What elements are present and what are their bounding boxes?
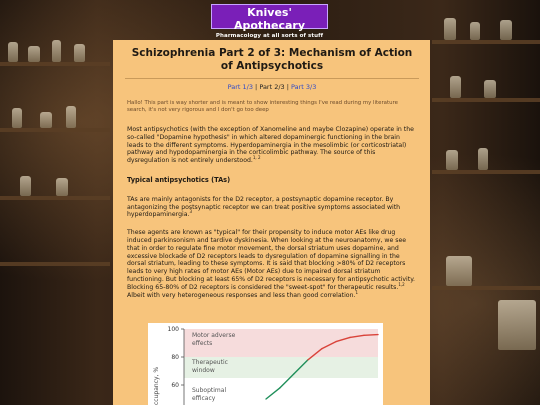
paragraph-dopamine-hypothesis [127, 126, 417, 165]
y-tick-label: 60 [171, 382, 179, 389]
citation-ref[interactable]: 1,2 [398, 281, 405, 287]
band-label: Motor adverse [192, 332, 236, 339]
paragraph-text: Most antipsychotics (with the exception of Xanomeline and maybe Clozapine) operate in the so-called "Dopamine hypothesis" in which altered dopaminergic functioning in the brain leads to the different symptoms. Hyperdopaminergia in the mesolimbic (or corticostriatal) pathway and hypodopaminergia in the corticolimbic pathway. The source of this dysregulation is not entirely understood. [127, 126, 414, 165]
y-tick-label: 80 [171, 354, 179, 361]
band-label: effects [192, 340, 213, 347]
band-label: efficacy [192, 395, 216, 402]
title-divider [125, 78, 419, 79]
occupancy-chart-svg [148, 323, 383, 405]
citation-ref[interactable]: 1 [355, 289, 359, 295]
current-part: Part 2/3 [259, 83, 285, 91]
citation-ref[interactable]: 3 [189, 209, 193, 215]
band-label: Suboptimal [192, 387, 227, 394]
part-separator: | [252, 83, 260, 91]
site-title[interactable]: Knives' Apothecary [233, 6, 306, 32]
citation-ref[interactable]: 1, 2 [252, 155, 261, 161]
y-axis-label: ccupancy, % [153, 366, 160, 405]
intro-note: Hallo! This part is way shorter and is meant to show interesting things I've read during my literature search, it's not very rigorous and I don't go too deep [127, 100, 398, 113]
paragraph-text: These agents are known as "typical" for their propensity to induce motor AEs like drug induced parkinsonism and tardive dyskinesia. When looking at the neuroanatomy, we see that in order to regulate fine motor movement, the dorsal striatum uses dopamine, and excessive blockade of D2 receptors leads to dysregulation of dopamine signalling in the dorsal striatum, leading to these symptoms. It is said that blocking >80% of D2 receptors leads to very high rates of motor AEs (Motor AEs) due to impaired dorsal striatum functioning. But blocking at least 65% of D2 receptors is necessary for antipsychotic activity. Blocking 65-80% of D2 receptors is considered the "sweet-spot" for therapeutic results. [127, 229, 415, 291]
part-3-link[interactable]: Part 3/3 [291, 83, 317, 91]
part-1-link[interactable]: Part 1/3 [227, 83, 253, 91]
paragraph-motor-aes [127, 229, 417, 299]
section-heading: Typical antipsychotics (TAs) [127, 175, 231, 184]
article-title: Schizophrenia Part 2 of 3: Mechanism of Action of Antipsychotics [131, 47, 413, 72]
site-subtitle: Pharmacology at all sorts of stuff [215, 33, 324, 39]
curve-segment [364, 335, 378, 336]
band-label: Therapeutic [192, 359, 228, 366]
paragraph-text: Albeit with very heterogeneous responses and less than good correlation. [127, 291, 356, 299]
part-separator: | [284, 83, 291, 91]
paragraph-text: TAs are mainly antagonists for the D2 receptor, a postsynaptic dopamine receptor. By antagonizing the postsynaptic receptor we can treat positive symptoms associated with hyperdopaminergia. [127, 195, 401, 219]
site-banner[interactable] [211, 4, 328, 39]
occupancy-chart [148, 323, 383, 405]
part-navigation [127, 83, 417, 91]
paragraph-tas [127, 196, 417, 219]
y-tick-label: 100 [167, 326, 179, 333]
band-label: window [192, 367, 215, 374]
